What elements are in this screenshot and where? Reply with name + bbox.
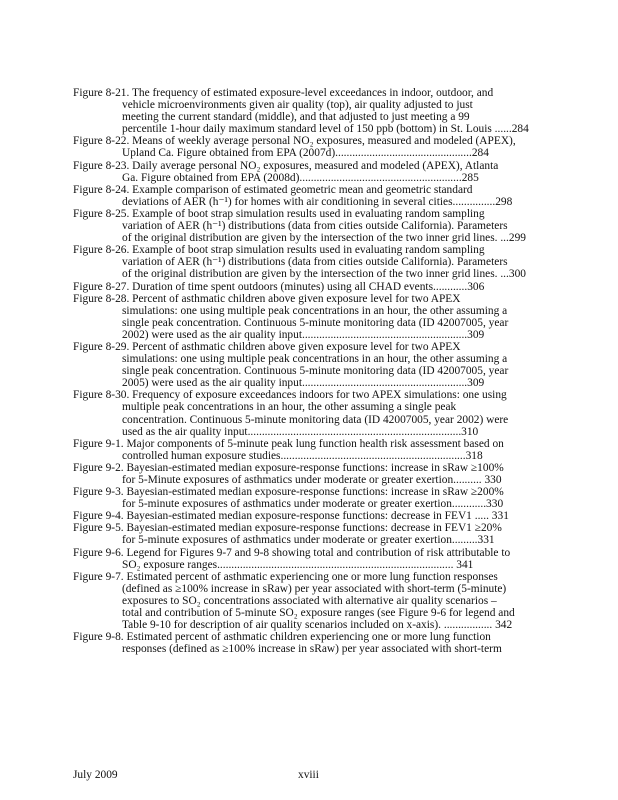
toc-entry[interactable] [73,631,551,655]
footer-date: July 2009 [73,769,118,781]
toc-entry-caption: Figure 9-5. Bayesian-estimated median exposure-response functions: decrease in FEV1 ≥20% [73,522,502,535]
toc-entry-caption: Figure 8-26. Example of boot strap simulation results used in evaluating random sampling [73,244,485,257]
toc-entry[interactable] [73,208,551,244]
toc-entry-continuation: controlled human exposure studies.................................................................318 [122,449,483,462]
toc-entry-caption: Figure 9-4. Bayesian-estimated median exposure-response functions: decrease in FEV1 ..... 331 [73,510,509,523]
toc-entry-caption: Figure 8-30. Frequency of exposure exceedances indoors for two APEX simulations: one using [73,389,507,402]
toc-entry-caption: Figure 8-22. Means of weekly average personal NO₂ exposures, measured and modeled (APEX), [73,135,516,148]
toc-entry-continuation: variation of AER (h⁻¹) distributions (data from cities outside California). Parameters [122,256,508,269]
toc-entry[interactable] [73,184,551,208]
toc-entry-continuation: concentration. Continuous 5-minute monitoring data (ID 42007005, year 2002) were [122,413,509,426]
toc-entry[interactable] [73,389,551,437]
toc-entry-continuation: total and contribution of 5-minute SO₂ exposure ranges (see Figure 9-6 for legend and [122,607,515,620]
toc-entry-continuation: deviations of AER (h⁻¹) for homes with air conditioning in several cities...............298 [122,195,513,208]
toc-entry[interactable] [73,293,551,341]
toc-entry[interactable] [73,244,551,280]
toc-entry[interactable] [73,510,551,522]
toc-entry-continuation: simulations: one using multiple peak concentrations in an hour, the other assuming a [122,353,508,366]
toc-entry-continuation: single peak concentration. Continuous 5-minute monitoring data (ID 42007005, year [122,316,509,329]
toc-entry[interactable] [73,462,551,486]
list-of-figures [73,87,551,655]
toc-entry-caption: Figure 9-3. Bayesian-estimated median exposure-response functions: increase in sRaw ≥200% [73,486,504,499]
toc-entry-continuation: of the original distribution are given by the intersection of the two inner grid lines. ...300 [122,268,526,281]
toc-entry-caption: Figure 8-25. Example of boot strap simulation results used in evaluating random sampling [73,207,485,220]
toc-entry-continuation: vehicle microenvironments given air quality (top), air quality adjusted to just [122,99,473,112]
toc-entry-continuation: simulations: one using multiple peak concentrations in an hour, the other assuming a [122,304,508,317]
toc-entry[interactable] [73,135,551,159]
toc-entry-caption: Figure 9-7. Estimated percent of asthmatic experiencing one or more lung function responses [73,570,498,583]
toc-entry[interactable] [73,160,551,184]
toc-entry-caption: Figure 8-21. The frequency of estimated exposure-level exceedances in indoor, outdoor, and [73,87,494,99]
toc-entry[interactable] [73,486,551,510]
toc-entry-continuation: used as the air quality input...........................................................................310 [122,425,479,438]
toc-entry-continuation: (defined as ≥100% increase in sRaw) per year associated with short-term (5-minute) [122,582,507,595]
toc-entry[interactable] [73,547,551,571]
toc-entry[interactable] [73,438,551,462]
toc-entry-continuation: of the original distribution are given by the intersection of the two inner grid lines. ...299 [122,232,526,245]
toc-entry-continuation: single peak concentration. Continuous 5-minute monitoring data (ID 42007005, year [122,365,509,378]
toc-entry-caption: Figure 8-24. Example comparison of estimated geometric mean and geometric standard [73,183,473,196]
footer-page-number: xviii [298,769,319,781]
toc-entry-caption: Figure 9-1. Major components of 5-minute peak lung function health risk assessment based on [73,437,504,450]
toc-entry[interactable] [73,522,551,546]
toc-entry-continuation: exposures to SO₂ concentrations associated with alternative air quality scenarios – [122,594,497,607]
toc-entry-continuation: Ga. Figure obtained from EPA (2008d).........................................................285 [122,171,479,184]
toc-entry-continuation: variation of AER (h⁻¹) distributions (data from cities outside California). Parameters [122,220,508,233]
toc-entry-caption: Figure 8-23. Daily average personal NO₂ exposures, measured and modeled (APEX), Atlanta [73,159,499,172]
toc-entry-continuation: SO₂ exposure ranges................................................................................... 341 [122,558,474,571]
toc-entry-continuation: multiple peak concentrations in an hour, the other assuming a single peak [122,401,457,414]
toc-entry-continuation: for 5-minute exposures of asthmatics under moderate or greater exertion............330 [122,498,504,511]
toc-entry-continuation: Table 9-10 for description of air quality scenarios included on x-axis). ................. 342 [122,619,513,632]
toc-entry-continuation: 2002) were used as the air quality input..........................................................309 [122,328,485,341]
toc-entry-continuation: for 5-Minute exposures of asthmatics under moderate or greater exertion.......... 330 [122,474,502,486]
toc-entry-caption: Figure 9-2. Bayesian-estimated median exposure-response functions: increase in sRaw ≥100% [73,461,504,474]
toc-entry[interactable] [73,281,551,293]
toc-entry-continuation: for 5-minute exposures of asthmatics under moderate or greater exertion.........331 [122,534,495,547]
toc-entry-continuation: meeting the current standard (middle), and that adjusted to just meeting a 99 [122,111,470,124]
toc-entry-caption: Figure 8-27. Duration of time spent outdoors (minutes) using all CHAD events............306 [73,280,485,293]
toc-entry-caption: Figure 9-6. Legend for Figures 9-7 and 9-8 showing total and contribution of risk attributable to [73,546,511,559]
toc-entry-continuation: Upland Ca. Figure obtained from EPA (2007d)................................................284 [122,147,489,160]
toc-entry[interactable] [73,341,551,389]
toc-entry[interactable] [73,87,551,135]
toc-entry-caption: Figure 8-29. Percent of asthmatic children above given exposure level for two APEX [73,340,461,353]
toc-entry[interactable] [73,571,551,631]
toc-entry-caption: Figure 8-28. Percent of asthmatic children above given exposure level for two APEX [73,292,461,305]
toc-entry-continuation: responses (defined as ≥100% increase in sRaw) per year associated with short-term [122,643,502,656]
toc-entry-caption: Figure 9-8. Estimated percent of asthmatic children experiencing one or more lung function [73,631,491,644]
toc-entry-continuation: percentile 1-hour daily maximum standard level of 150 ppb (bottom) in St. Louis ......284 [122,123,529,136]
toc-entry-continuation: 2005) were used as the air quality input..........................................................309 [122,377,485,390]
